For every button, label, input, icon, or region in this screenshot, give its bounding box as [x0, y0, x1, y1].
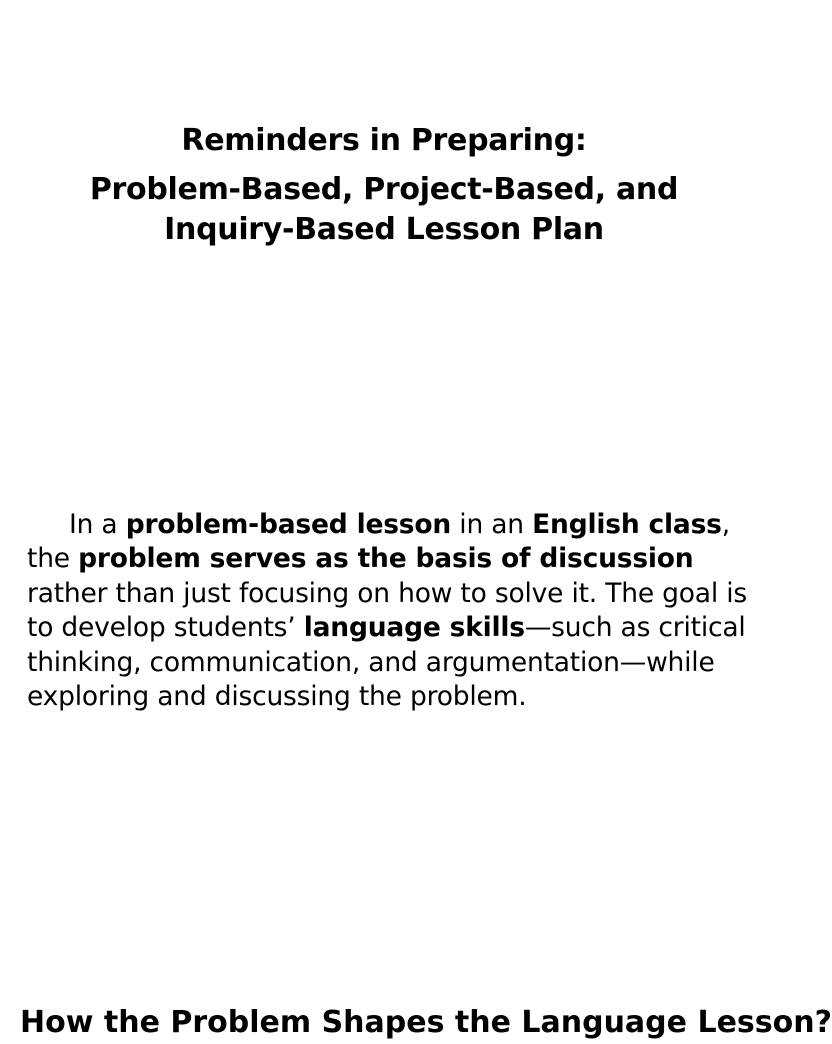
- paragraph-text: —such as critical thinking, communication, and argumentation—while exploring and discussing the problem.: [27, 612, 746, 713]
- section-heading: How the Problem Shapes the Language Lesson?: [20, 1005, 832, 1040]
- emphasis-english-class: English class: [532, 508, 722, 540]
- page-title: [20, 120, 748, 250]
- title-line-lesson-plan-types: Problem-Based, Project-Based, and Inquiry-Based Lesson Plan: [89, 172, 679, 247]
- emphasis-problem-basis: problem serves as the basis of discussion: [78, 543, 694, 575]
- paragraph-text: rather than just focusing on how to solve it. The goal is to develop students’: [27, 577, 747, 644]
- title-line-reminders: Reminders in Preparing:: [181, 123, 587, 158]
- emphasis-problem-based-lesson: problem-based lesson: [125, 508, 452, 540]
- emphasis-language-skills: language skills: [303, 612, 525, 644]
- intro-paragraph: [27, 508, 749, 716]
- paragraph-text: , the: [27, 508, 730, 575]
- paragraph-text: In a: [69, 508, 126, 540]
- paragraph-text: in an: [451, 508, 533, 540]
